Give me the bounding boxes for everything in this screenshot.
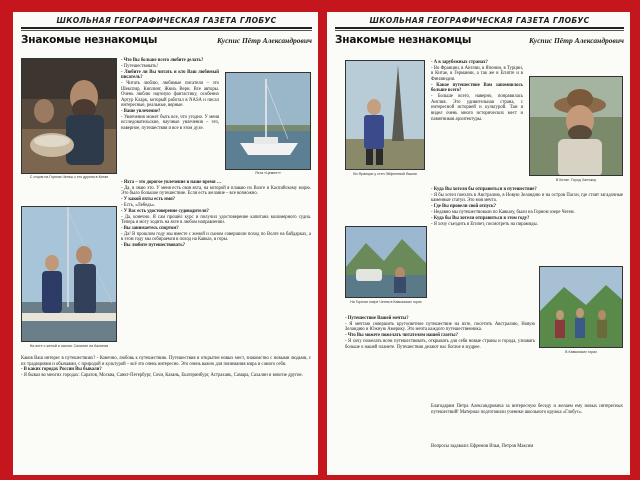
answer: - Я бывал во многих городах: Саратов, Москва, Санкт-Петербург, Сочи, Казань, Екатеринбург, Астрахань, Самара, Сахалин и многие другие. (21, 373, 303, 379)
question: - Где Вы провели свой отпуск? (431, 204, 496, 210)
answer: - Недавно мы путешествовали по Кавказу, были на Горном озере Чегем. (431, 209, 575, 215)
masthead: ШКОЛЬНАЯ ГЕОГРАФИЧЕСКАЯ ГАЗЕТА ГЛОБУС (369, 16, 590, 25)
question: - У Вас есть удостоверение судоводителя? (121, 208, 209, 214)
masthead: ШКОЛЬНАЯ ГЕОГРАФИЧЕСКАЯ ГАЗЕТА ГЛОБУС (56, 16, 277, 25)
photo-caption: Во Франции у стен Эйфелевой башни (353, 172, 417, 176)
interview-column-bottom (345, 316, 535, 350)
photo-eiffel-tower-image (346, 61, 425, 170)
author: Куспис Пётр Александрович (216, 36, 312, 45)
answer: - Во Франции, в Англии, в Японии, в Турции, в Китае, в Германии, а так же в Египте и в Финляндии. (431, 65, 523, 82)
footer-credits: Вопросы задавали: Ефремов Илья, Петров Максим (431, 444, 534, 449)
question: - Яхта – это дорогое увлечение в наше время … (121, 180, 222, 185)
photo-mountain-lake-image (346, 227, 427, 298)
photo-caption: На яхте с женой и сыном. Сахалин на Калинов (29, 344, 109, 348)
photo-family-on-yacht (21, 206, 117, 342)
headline: Знакомые незнакомцы (21, 34, 158, 46)
answer: - Путешествовать! (121, 63, 158, 69)
answer: - Больше всего, наверно, понравилась Англия. Это удивительная страна, с интересной историей и культурой. Там я видел очень много исторических мест и памятников архитектуры. (431, 94, 523, 122)
interview-column-full (121, 180, 311, 249)
interview-column-middle (431, 187, 623, 227)
closing-note: Благодарим Петра Александровича за интересную беседу и желаем ему новых интересных путешествий! Материал подготовили ученики школьного кружка «Глобус». (431, 404, 623, 415)
photo-mountain-lake (345, 226, 427, 298)
author: Куспис Пётр Александрович (528, 36, 624, 45)
answer: - Я мечтаю совершить кругосветное путешествие на яхте, посетить Австралию, Новую Зеландию и Южную Америку. Это мечта каждого путешественника. (345, 321, 535, 333)
masthead-rule (335, 27, 624, 29)
interview-column-top (431, 60, 523, 122)
photo-group-mountains-image (540, 267, 623, 348)
photo-caption: В Кавказских горах (565, 350, 597, 354)
question: - В каких городах России Вы бывали? (21, 367, 102, 373)
photo-yacht (225, 72, 311, 170)
photo-man-with-bowl (21, 58, 117, 174)
question: - Что Вы больше всего любите делать? (121, 58, 204, 63)
photo-caption: С отцом на Горном Чегиш с его другом в Китае (29, 175, 109, 179)
answer: - Я хочу съездить в Египет, посмотреть на пирамиды. (431, 221, 538, 227)
answer: - Я хочу пожелать всем путешествовать, открывать для себя новые страны и города, узнавать больше о нашей планете. Путешествия делают нас богаче и мудрее. (345, 338, 535, 350)
photo-caption: Яхта «Цемент» (255, 171, 281, 175)
interview-column-top (121, 58, 219, 132)
photo-eiffel-tower (345, 60, 425, 170)
newspaper-page-right (327, 12, 630, 475)
photo-family-on-yacht-image (22, 207, 117, 342)
answer: - Есть, «Лебедь». (121, 202, 156, 208)
question: - Что Вы можете пожелать читателям нашей газеты? (345, 333, 458, 339)
interview-column-bottom (21, 356, 311, 379)
question: - Куда бы Вы хотели отправиться в этом году? (431, 215, 530, 221)
question: - Путешествие Вашей мечты? (345, 316, 409, 321)
question: - Ваше увлечение? (121, 109, 161, 115)
question: - У какой яхты есть имя? (121, 197, 176, 203)
newspaper-page-left (13, 12, 318, 475)
question: - Куда Вы хотели бы отправиться в путешествие? (431, 187, 537, 192)
answer: - Читать люблю, любимые писатели – это Шекспир, Киплинг, Жюль Верн. Все авторы. Очень люблю научную фантастику, особенно Артур Кларк, который работал в NASA и писал интересные, реальные, верные. (121, 80, 219, 109)
question: - Какое путешествие Вам запомнилось больше всего? (431, 82, 523, 94)
answer: - Я бы хотел поехать в Австралию, в Новую Зеландию и на остров Пасхи, где стоят загадочные каменные статуи. Это моя мечта. (431, 192, 623, 204)
photo-yacht-image (226, 73, 311, 170)
photo-caption: В Китае. Город Ханчжоу (555, 178, 597, 182)
headline: Знакомые незнакомцы (335, 34, 472, 46)
photo-man-with-bowl-image (22, 59, 117, 174)
photo-caption: На Горном озере Чегем в Кавказских горах (350, 300, 422, 304)
headline-row (335, 34, 624, 46)
photo-man-in-hat-image (530, 77, 623, 176)
answer: - Да! В прошлом году мы вместе с женой и сыном совершили поход по Волге на байдарках, а в этом году мы собираемся в поход на Кавказ, в горы. (121, 231, 311, 243)
question: - Вы занимаетесь спортом? (121, 225, 179, 231)
answer: - Да, конечно. Я сам прошёл курс и получил удостоверение капитана маломерного судна. Теперь я могу ходить на яхте в любом направлении. (121, 214, 311, 226)
question: - А в зарубежных странах? (431, 60, 488, 65)
answer: - Увлечения может быть все, что угодно. У меня исследовательские, научные увлечения – это, наверное, путешествия и все в этом духе. (121, 114, 219, 132)
photo-group-mountains (539, 266, 623, 348)
question: - Вы любите путешествовать? (121, 243, 186, 249)
question: - Любите ли Вы читать и кто Ваш любимый писатель? (121, 69, 219, 81)
photo-man-in-hat (529, 76, 623, 176)
answer: - Да, я знаю это. У меня есть своя яхта, на которой я плаваю по Волге и Каспийскому морю. Это было большое путешествие. Если есть желание – все возможно. (121, 185, 311, 197)
answer: Каков Ваш интерес в путешествиях? - Конечно, любовь к путешествию. Путешествия и открытие новых мест, знакомство с новыми людьми, с их традициями и обычаями, с природой и культурой – всё это очень интересно. Это очень важно для понимания мира и самого себя. (21, 356, 311, 367)
headline-row (21, 34, 312, 46)
masthead-rule (21, 27, 312, 29)
